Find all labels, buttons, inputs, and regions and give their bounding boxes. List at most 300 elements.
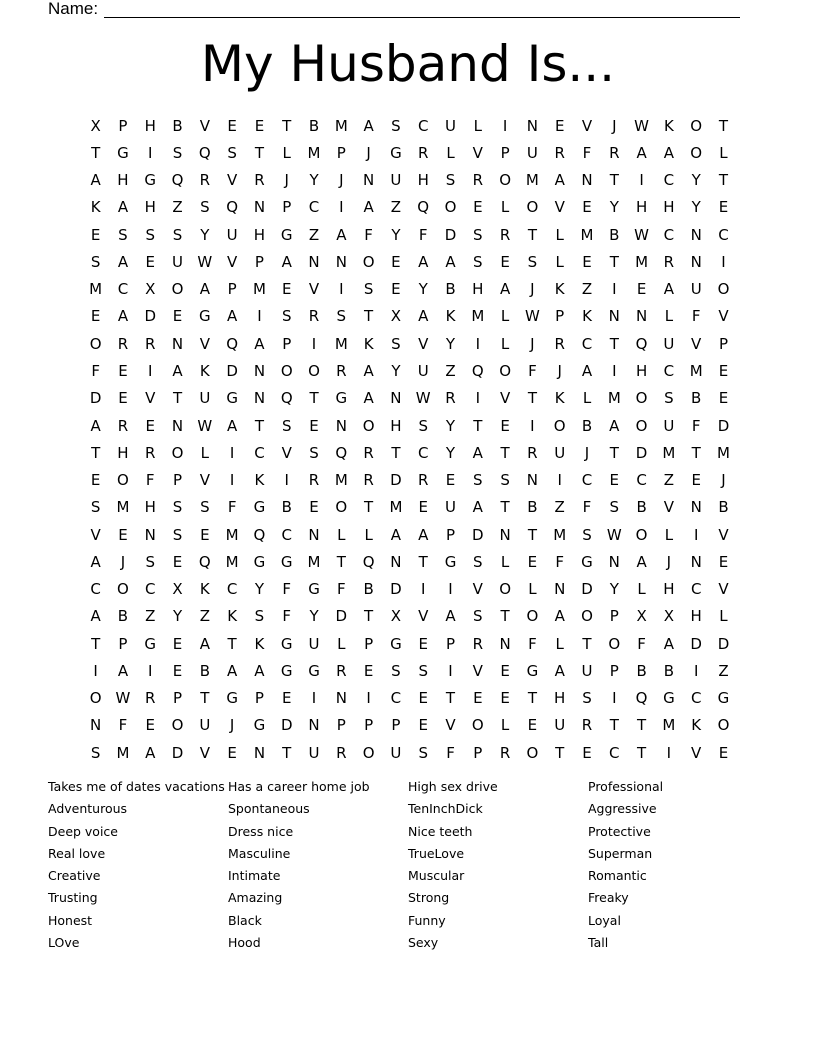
grid-letter: E (582, 198, 592, 217)
grid-letter: N (690, 252, 702, 271)
grid-letter: A (363, 198, 374, 217)
grid-letter: V (718, 580, 729, 599)
grid-letter: R (499, 225, 511, 244)
grid-letter: G (226, 689, 238, 708)
grid-letter: A (609, 416, 620, 435)
grid-letter: H (635, 198, 648, 217)
grid-letter: E (254, 116, 265, 135)
word-list-item: Masculine (228, 845, 291, 861)
grid-letter: I (148, 143, 153, 162)
name-label: Name: (48, 0, 99, 18)
grid-letter: G (335, 389, 348, 408)
grid-letter: L (555, 252, 564, 271)
grid-letter: A (117, 661, 129, 680)
grid-letter: X (663, 607, 675, 626)
grid-letter: C (226, 580, 238, 599)
grid-letter: N (526, 471, 539, 490)
grid-row (82, 685, 737, 712)
grid-letter: O (499, 580, 511, 599)
grid-letter: T (364, 307, 374, 326)
grid-letter: Z (145, 607, 156, 626)
grid-letter: D (690, 634, 702, 653)
grid-letter: M (116, 743, 130, 762)
grid-letter: J (612, 116, 617, 135)
grid-letter: K (582, 307, 592, 326)
word-list-item: Takes me of dates vacations (48, 779, 225, 794)
grid-letter: A (418, 525, 429, 544)
grid-letter: C (254, 443, 265, 462)
grid-letter: U (526, 143, 538, 162)
grid-letter: G (308, 580, 320, 599)
grid-letter: N (171, 334, 184, 353)
grid-letter: Z (663, 471, 675, 490)
grid-letter: T (445, 689, 456, 708)
grid-letter: H (472, 280, 484, 299)
grid-letter: F (691, 416, 701, 435)
grid-letter: R (336, 743, 347, 762)
grid-letter: L (664, 525, 674, 544)
grid-row (82, 576, 737, 603)
grid-row (82, 548, 737, 575)
grid-letter: G (444, 552, 457, 571)
grid-letter: N (144, 525, 156, 544)
grid-letter: A (554, 171, 565, 190)
grid-letter: N (253, 362, 266, 381)
grid-letter: A (172, 362, 183, 381)
grid-letter: R (445, 389, 456, 408)
grid-letter: O (444, 198, 457, 217)
grid-letter: A (199, 280, 210, 299)
grid-letter: T (527, 689, 537, 708)
grid-letter: S (118, 225, 128, 244)
grid-letter: O (717, 280, 730, 299)
grid-letter: T (637, 716, 647, 735)
grid-letter: N (635, 307, 648, 326)
grid-letter: N (171, 416, 184, 435)
word-search-grid (82, 112, 737, 766)
word-list-item: Dress nice (228, 823, 294, 839)
grid-letter: N (499, 634, 511, 653)
grid-letter: P (282, 198, 292, 217)
grid-letter: T (500, 498, 510, 517)
grid-letter: V (445, 716, 456, 735)
grid-letter: U (226, 225, 238, 244)
grid-letter: G (280, 634, 293, 653)
grid-letter: F (145, 471, 155, 490)
grid-row (82, 521, 737, 548)
grid-letter: O (608, 634, 621, 653)
word-list-item: Tall (588, 935, 609, 951)
grid-letter: H (554, 689, 566, 708)
grid-letter: L (555, 225, 564, 244)
grid-letter: U (445, 498, 456, 517)
grid-letter: A (363, 116, 374, 135)
grid-letter: B (527, 498, 538, 517)
grid-letter: N (363, 171, 375, 190)
grid-letter: H (253, 225, 266, 244)
grid-letter: A (636, 143, 647, 162)
grid-letter: E (281, 280, 292, 299)
grid-letter: D (144, 307, 157, 326)
grid-letter: S (473, 607, 483, 626)
grid-letter: T (91, 143, 101, 162)
grid-letter: B (609, 225, 620, 244)
grid-letter: M (662, 443, 676, 462)
grid-letter: P (173, 689, 183, 708)
grid-letter: S (391, 116, 401, 135)
grid-letter: Q (171, 171, 184, 190)
grid-letter: B (199, 661, 210, 680)
grid-row (82, 139, 737, 166)
grid-letter: G (199, 307, 211, 326)
grid-letter: G (280, 552, 293, 571)
grid-letter: T (473, 416, 483, 435)
grid-letter: W (197, 416, 213, 435)
grid-letter: V (418, 607, 429, 626)
grid-row (82, 357, 737, 384)
grid-letter: F (446, 743, 455, 762)
grid-letter: U (554, 443, 566, 462)
grid-letter: Y (445, 334, 456, 353)
grid-letter: Y (391, 362, 401, 381)
grid-letter: C (581, 334, 593, 353)
grid-letter: Q (362, 552, 375, 571)
grid-row (82, 439, 737, 466)
grid-letter: D (226, 362, 238, 381)
grid-letter: F (528, 362, 537, 381)
grid-letter: R (527, 443, 538, 462)
grid-letter: S (473, 225, 483, 244)
grid-letter: T (418, 552, 428, 571)
grid-letter: R (472, 171, 484, 190)
grid-letter: A (363, 389, 374, 408)
grid-letter: T (500, 607, 510, 626)
grid-letter: E (118, 525, 128, 544)
grid-letter: T (582, 634, 592, 653)
grid-letter: R (609, 143, 620, 162)
grid-letter: E (145, 716, 155, 735)
grid-letter: A (363, 362, 374, 381)
grid-letter: O (635, 416, 648, 435)
grid-letter: P (473, 743, 483, 762)
grid-letter: B (308, 116, 320, 135)
grid-letter: G (526, 661, 539, 680)
grid-letter: E (90, 307, 101, 326)
grid-letter: U (199, 716, 211, 735)
grid-letter: R (117, 334, 129, 353)
grid-letter: F (91, 362, 100, 381)
grid-letter: I (557, 471, 562, 490)
grid-letter: L (446, 143, 455, 162)
grid-letter: A (117, 307, 129, 326)
grid-letter: K (227, 607, 238, 626)
grid-letter: W (115, 689, 131, 708)
grid-letter: N (253, 743, 266, 762)
grid-letter: E (145, 252, 155, 271)
grid-letter: F (637, 634, 646, 653)
grid-letter: F (582, 498, 592, 517)
grid-letter: N (608, 307, 620, 326)
word-list-item: Sexy (408, 935, 439, 951)
grid-letter: X (390, 307, 402, 326)
grid-letter: C (663, 171, 675, 190)
grid-letter: N (253, 198, 266, 217)
grid-letter: M (580, 225, 594, 244)
grid-letter: Q (226, 334, 239, 353)
grid-letter: W (634, 225, 649, 244)
grid-letter: S (473, 252, 483, 271)
grid-letter: P (609, 661, 619, 680)
grid-letter: K (554, 280, 565, 299)
grid-letter: I (311, 689, 317, 708)
grid-letter: U (390, 171, 402, 190)
grid-letter: R (336, 661, 347, 680)
grid-letter: K (254, 634, 265, 653)
grid-letter: Q (635, 689, 648, 708)
grid-letter: S (281, 307, 292, 326)
grid-letter: K (199, 580, 210, 599)
grid-letter: H (663, 198, 675, 217)
grid-letter: G (308, 661, 320, 680)
grid-letter: P (555, 307, 565, 326)
grid-letter: E (445, 471, 456, 490)
grid-letter: V (691, 334, 702, 353)
grid-letter: I (284, 471, 289, 490)
grid-letter: V (199, 743, 210, 762)
grid-letter: D (335, 607, 348, 626)
grid-letter: T (91, 443, 101, 462)
grid-letter: I (721, 252, 726, 271)
grid-letter: I (339, 280, 344, 299)
grid-letter: H (635, 362, 648, 381)
grid-row (82, 194, 737, 221)
grid-letter: Q (335, 443, 348, 462)
grid-letter: M (689, 362, 703, 381)
word-list-item: Real love (48, 845, 106, 861)
grid-letter: H (117, 443, 129, 462)
grid-letter: T (91, 634, 101, 653)
grid-letter: S (418, 743, 428, 762)
grid-letter: U (445, 116, 456, 135)
grid-letter: I (229, 443, 235, 462)
grid-letter: O (526, 607, 539, 626)
grid-letter: S (582, 689, 592, 708)
grid-letter: W (197, 252, 213, 271)
grid-letter: N (608, 552, 620, 571)
grid-letter: T (527, 225, 537, 244)
grid-letter: M (389, 498, 403, 517)
grid-letter: E (172, 634, 183, 653)
grid-letter: O (89, 334, 102, 353)
grid-letter: O (362, 416, 375, 435)
grid-letter: A (254, 334, 265, 353)
grid-letter: T (364, 607, 374, 626)
grid-letter: U (390, 743, 402, 762)
grid-letter: Z (199, 607, 210, 626)
grid-row (82, 303, 737, 330)
grid-letter: Z (445, 362, 456, 381)
grid-letter: A (281, 252, 292, 271)
grid-letter: P (445, 634, 456, 653)
grid-letter: I (448, 661, 453, 680)
grid-letter: B (281, 498, 292, 517)
grid-letter: S (254, 607, 265, 626)
grid-letter: J (666, 552, 672, 571)
grid-row (82, 739, 737, 766)
grid-letter: S (418, 661, 428, 680)
grid-letter: C (690, 689, 702, 708)
name-underline[interactable] (104, 3, 740, 18)
grid-letter: X (172, 580, 183, 599)
grid-letter: X (145, 280, 156, 299)
grid-letter: F (118, 716, 128, 735)
word-list-item: Intimate (228, 868, 281, 884)
grid-letter: R (581, 716, 593, 735)
grid-letter: N (335, 416, 347, 435)
grid-letter: M (553, 525, 567, 544)
grid-row (82, 630, 737, 657)
grid-letter: R (117, 416, 129, 435)
grid-letter: V (499, 389, 511, 408)
grid-letter: U (554, 716, 566, 735)
grid-letter: O (553, 416, 566, 435)
grid-letter: S (281, 416, 292, 435)
grid-letter: E (391, 280, 401, 299)
grid-letter: E (172, 661, 183, 680)
grid-letter: Y (609, 580, 619, 599)
grid-letter: I (93, 661, 98, 680)
grid-letter: I (693, 661, 699, 680)
grid-letter: E (172, 552, 183, 571)
grid-letter: S (527, 252, 538, 271)
grid-letter: C (390, 689, 402, 708)
grid-letter: E (418, 716, 428, 735)
grid-letter: T (309, 389, 319, 408)
grid-letter: B (636, 498, 647, 517)
grid-letter: T (172, 389, 183, 408)
grid-letter: E (718, 552, 729, 571)
grid-letter: G (253, 498, 266, 517)
grid-letter: R (254, 171, 265, 190)
grid-letter: N (335, 689, 347, 708)
grid-letter: S (445, 171, 456, 190)
grid-letter: U (199, 389, 211, 408)
grid-letter: N (335, 252, 347, 271)
grid-letter: N (308, 525, 320, 544)
grid-letter: L (500, 334, 510, 353)
name-field[interactable] (48, 0, 740, 18)
grid-letter: V (227, 252, 238, 271)
grid-letter: R (199, 171, 211, 190)
grid-letter: S (227, 143, 237, 162)
grid-letter: K (90, 198, 101, 217)
grid-row (82, 412, 737, 439)
grid-letter: M (307, 552, 321, 571)
grid-letter: F (364, 225, 373, 244)
grid-letter: M (662, 716, 676, 735)
grid-letter: M (471, 307, 485, 326)
grid-letter: E (718, 389, 729, 408)
grid-letter: E (118, 362, 128, 381)
grid-letter: L (282, 143, 291, 162)
grid-letter: D (171, 743, 184, 762)
grid-letter: P (718, 334, 728, 353)
grid-letter: K (254, 471, 265, 490)
grid-letter: A (227, 661, 238, 680)
grid-row (82, 466, 737, 493)
grid-letter: A (581, 362, 593, 381)
grid-letter: I (257, 307, 262, 326)
grid-letter: P (364, 634, 374, 653)
grid-letter: P (391, 716, 401, 735)
word-column (48, 776, 228, 954)
grid-letter: M (307, 143, 321, 162)
grid-letter: C (609, 743, 620, 762)
grid-letter: S (363, 280, 374, 299)
grid-letter: S (391, 661, 401, 680)
grid-letter: N (690, 552, 702, 571)
grid-letter: J (584, 443, 590, 462)
grid-letter: S (172, 225, 183, 244)
grid-letter: S (145, 225, 155, 244)
grid-letter: Y (254, 580, 265, 599)
grid-letter: V (691, 743, 702, 762)
grid-letter: Y (609, 198, 619, 217)
grid-letter: Q (280, 389, 293, 408)
grid-letter: O (171, 280, 184, 299)
grid-letter: R (499, 743, 511, 762)
grid-letter: A (254, 661, 265, 680)
grid-letter: C (417, 116, 429, 135)
grid-letter: G (144, 171, 157, 190)
grid-letter: N (690, 225, 702, 244)
grid-letter: V (418, 334, 429, 353)
grid-letter: I (148, 661, 153, 680)
word-list-item: Romantic (588, 868, 647, 884)
grid-letter: A (90, 171, 101, 190)
grid-letter: M (717, 443, 730, 462)
grid-letter: E (227, 116, 237, 135)
grid-letter: C (718, 225, 729, 244)
grid-letter: D (444, 225, 457, 244)
grid-letter: E (473, 198, 483, 217)
word-list-item: Muscular (408, 868, 465, 884)
grid-letter: S (582, 525, 592, 544)
grid-letter: C (145, 580, 156, 599)
grid-letter: A (90, 416, 101, 435)
grid-letter: V (308, 280, 320, 299)
grid-letter: J (120, 552, 126, 571)
grid-letter: H (417, 171, 429, 190)
grid-letter: I (639, 171, 644, 190)
grid-letter: C (281, 525, 292, 544)
grid-letter: B (117, 607, 129, 626)
word-list-item: Freaky (588, 890, 629, 906)
grid-letter: E (500, 252, 510, 271)
word-list-item: Protective (588, 823, 651, 839)
grid-letter: L (473, 116, 482, 135)
grid-letter: T (364, 498, 374, 517)
grid-letter: A (472, 498, 483, 517)
grid-letter: T (718, 171, 729, 190)
grid-letter: O (89, 689, 102, 708)
grid-letter: T (691, 443, 701, 462)
grid-letter: L (582, 389, 592, 408)
grid-letter: G (226, 389, 238, 408)
grid-letter: V (90, 525, 101, 544)
grid-letter: B (363, 580, 374, 599)
grid-letter: L (719, 143, 728, 162)
